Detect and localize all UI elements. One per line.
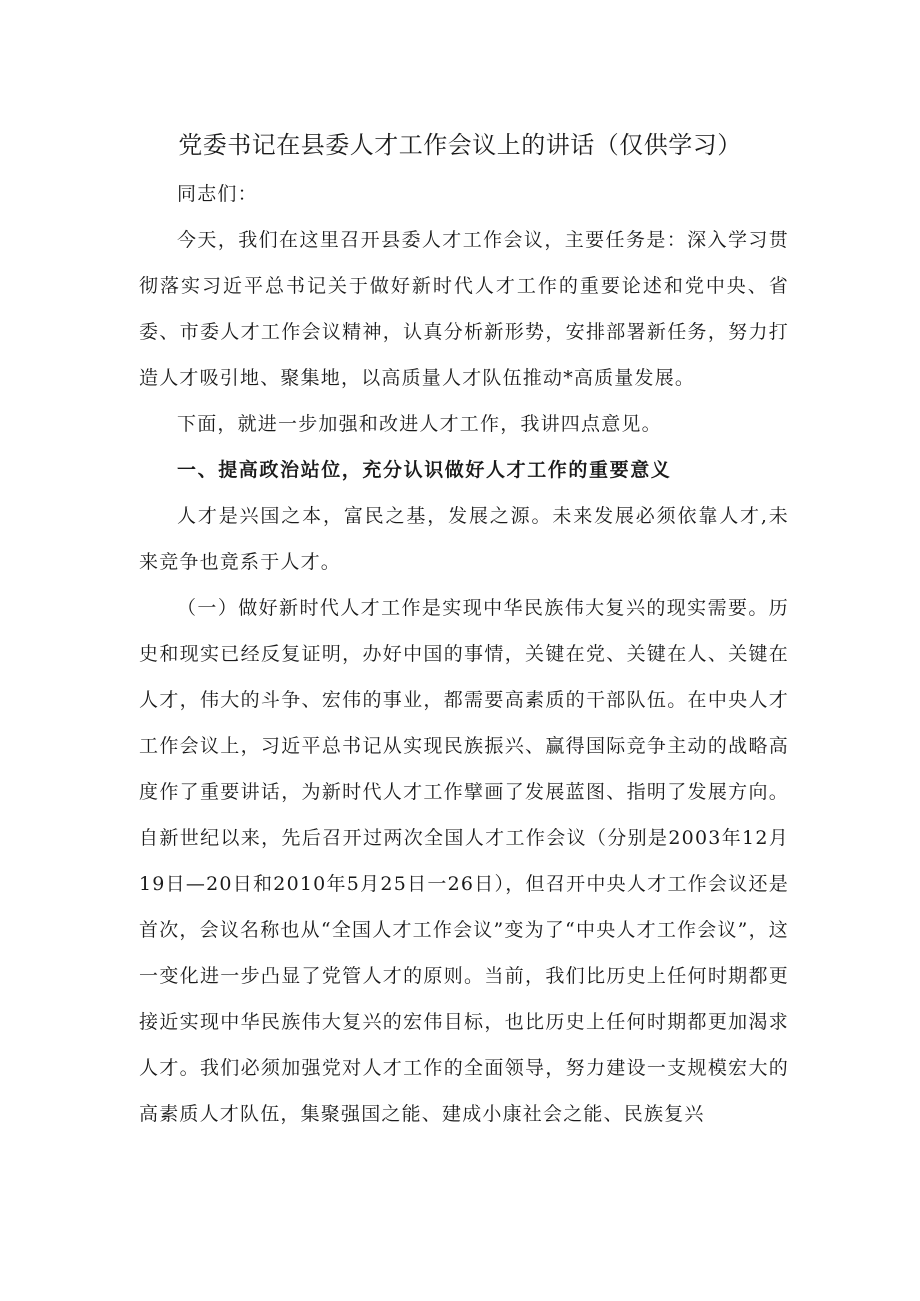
paragraph-outline: 下面，就进一步加强和改进人才工作，我讲四点意见。 [177, 413, 662, 435]
paragraph-intro: 今天，我们在这里召开县委人才工作会议，主要任务是：深入学习贯彻落实习近平总书记关于做好新时代人才工作的重要论述和党中央、省委、市委人才工作会议精神，认真分析新形势，安排部署新任务，努力打造人才吸引地、聚集地，以高质量人才队伍推动*高质量发展。 [139, 229, 789, 389]
section-heading-1: 一、提高政治站位，充分认识做好人才工作的重要意义 [177, 459, 672, 481]
document-title: 党委书记在县委人才工作会议上的讲话（仅供学习） [178, 131, 742, 159]
paragraph-section1-point1: （一）做好新时代人才工作是实现中华民族伟大复兴的现实需要。历史和现实已经反复证明，办好中国的事情，关键在党、关键在人、关键在人才，伟大的斗争、宏伟的事业，都需要高素质的干部队伍。在中央人才工作会议上，习近平总书记从实现民族振兴、赢得国际竞争主动的战略高度作了重要讲话，为新时代人才工作擘画了发展蓝图、指明了发展方向。自新世纪以来，先后召开过两次全国人才工作会议（分别是2003年12月19日—20日和2010年5月25日一26日），但召开中央人才工作会议还是首次，会议名称也从“全国人才工作会议”变为了“中央人才工作会议”，这一变化进一步凸显了党管人才的原则。当前，我们比历史上任何时期都更接近实现中华民族伟大复兴的宏伟目标，也比历史上任何时期都更加渴求人才。我们必须加强党对人才工作的全面领导，努力建设一支规模宏大的高素质人才队伍，集聚强国之能、建成小康社会之能、民族复兴 [139, 597, 789, 1125]
salutation: 同志们： [177, 183, 258, 205]
paragraph-section1-lead: 人才是兴国之本，富民之基，发展之源。未来发展必须依靠人才,未来竞争也竟系于人才。 [139, 505, 789, 573]
document-body [139, 171, 789, 1137]
